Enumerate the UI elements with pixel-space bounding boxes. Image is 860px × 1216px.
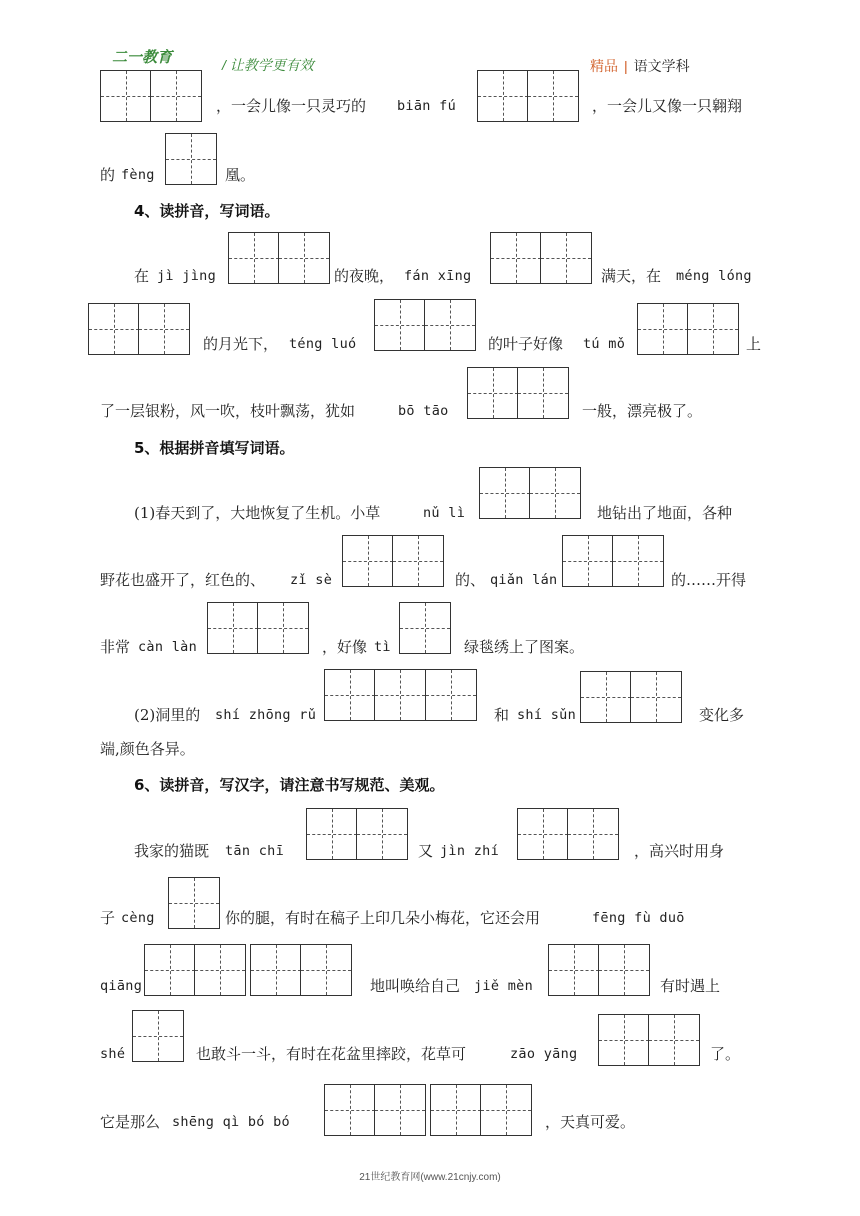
writing-grid[interactable] — [548, 944, 650, 996]
pinyin: biān fú — [397, 98, 456, 114]
grid-cell[interactable] — [425, 669, 477, 721]
grid-cell[interactable] — [399, 602, 451, 654]
question-heading: 4、读拼音，写词语。 — [134, 202, 280, 220]
text: ，一会儿又像一只翱翔 — [592, 97, 743, 115]
text: ，好像 — [322, 638, 368, 656]
writing-grid[interactable] — [165, 133, 217, 185]
pinyin: méng lóng — [676, 268, 752, 284]
writing-grid[interactable] — [324, 669, 477, 721]
grid-cell[interactable] — [540, 232, 592, 284]
grid-cell[interactable] — [207, 602, 259, 654]
grid-cell[interactable] — [257, 602, 309, 654]
grid-cell[interactable] — [374, 669, 426, 721]
writing-grid[interactable] — [88, 303, 190, 355]
writing-grid[interactable] — [517, 808, 619, 860]
grid-cell[interactable] — [529, 467, 581, 519]
pinyin: bō tāo — [398, 403, 449, 419]
grid-cell[interactable] — [250, 944, 302, 996]
text: 你的腿，有时在稿子上印几朵小梅花，它还会用 — [225, 909, 541, 927]
grid-cell[interactable] — [424, 299, 476, 351]
pinyin: fán xīng — [404, 268, 472, 284]
grid-cell[interactable] — [228, 232, 280, 284]
grid-cell[interactable] — [324, 1084, 376, 1136]
pinyin: tì — [374, 639, 391, 655]
pinyin: cèng — [121, 910, 155, 926]
grid-cell[interactable] — [517, 808, 569, 860]
grid-cell[interactable] — [306, 808, 358, 860]
grid-cell[interactable] — [278, 232, 330, 284]
text: 在 — [134, 267, 150, 285]
text: 也敢斗一斗，有时在花盆里摔跤，花草可 — [196, 1045, 467, 1063]
text: 端,颜色各异。 — [100, 740, 195, 758]
grid-cell[interactable] — [324, 669, 376, 721]
text: 和 — [494, 706, 510, 724]
writing-grid[interactable] — [342, 535, 444, 587]
writing-grid[interactable] — [228, 232, 330, 284]
pinyin: jì jìng — [157, 268, 216, 284]
writing-grid[interactable] — [598, 1014, 700, 1066]
grid-cell[interactable] — [477, 70, 529, 122]
header-divider: | — [624, 58, 628, 74]
grid-cell[interactable] — [648, 1014, 700, 1066]
grid-cell[interactable] — [687, 303, 739, 355]
grid-cell[interactable] — [194, 944, 246, 996]
writing-grid[interactable] — [132, 1010, 184, 1062]
text: 了一层银粉，风一吹，枝叶飘荡，犹如 — [100, 402, 356, 420]
writing-grid[interactable] — [374, 299, 476, 351]
premium-label: 精品 — [590, 58, 618, 74]
grid-cell[interactable] — [144, 944, 196, 996]
writing-grid[interactable] — [580, 671, 682, 723]
pinyin: zāo yāng — [510, 1046, 578, 1062]
grid-cell[interactable] — [430, 1084, 482, 1136]
writing-grid[interactable] — [479, 467, 581, 519]
grid-cell[interactable] — [168, 877, 220, 929]
grid-cell[interactable] — [300, 944, 352, 996]
grid-cell[interactable] — [150, 70, 202, 122]
text: 非常 — [100, 638, 131, 656]
text: 变化多 — [699, 706, 745, 724]
text: 野花也盛开了，红色的、 — [100, 571, 266, 589]
grid-cell[interactable] — [637, 303, 689, 355]
question-heading: 5、根据拼音填写词语。 — [134, 439, 295, 457]
text: 的月光下， — [203, 335, 279, 353]
slogan: / 让教学更有效 — [222, 57, 314, 73]
pinyin: fēng fù duō — [592, 910, 685, 926]
text: 子 — [100, 909, 116, 927]
text: (2)洞里的 — [134, 706, 201, 724]
text: 它是那么 — [100, 1113, 161, 1131]
footer: 21世纪教育网(www.21cnjy.com) — [359, 1172, 501, 1183]
text: 的叶子好像 — [488, 335, 564, 353]
grid-cell[interactable] — [598, 944, 650, 996]
grid-cell[interactable] — [479, 467, 531, 519]
pinyin: fèng — [121, 167, 155, 183]
writing-grid[interactable] — [430, 1084, 532, 1136]
pinyin: shí zhōng rǔ — [215, 707, 317, 723]
text: 又 — [418, 842, 434, 860]
writing-grid[interactable] — [100, 70, 202, 122]
writing-grid[interactable] — [490, 232, 592, 284]
pinyin: jiě mèn — [474, 978, 533, 994]
grid-cell[interactable] — [374, 299, 426, 351]
writing-grid[interactable] — [637, 303, 739, 355]
text: 凰。 — [225, 166, 256, 184]
grid-cell[interactable] — [548, 944, 600, 996]
text: 绿毯绣上了图案。 — [464, 638, 585, 656]
grid-cell[interactable] — [138, 303, 190, 355]
header-subject — [590, 56, 690, 76]
pinyin: nǔ lì — [423, 505, 466, 521]
text: 上 — [746, 335, 762, 353]
text: 满天，在 — [601, 267, 662, 285]
pinyin: jìn zhí — [440, 843, 499, 859]
text: 的……开得 — [671, 571, 747, 589]
pinyin: càn làn — [138, 639, 197, 655]
writing-grid[interactable] — [207, 602, 309, 654]
pinyin: shé — [100, 1046, 126, 1062]
grid-cell[interactable] — [467, 367, 519, 419]
writing-grid[interactable] — [144, 944, 246, 996]
text: 有时遇上 — [660, 977, 721, 995]
grid-cell[interactable] — [480, 1084, 532, 1136]
grid-cell[interactable] — [490, 232, 542, 284]
pinyin: tú mǒ — [583, 336, 626, 352]
writing-grid[interactable] — [324, 1084, 426, 1136]
grid-cell[interactable] — [567, 808, 619, 860]
grid-cell[interactable] — [580, 671, 632, 723]
grid-cell[interactable] — [562, 535, 614, 587]
writing-grid[interactable] — [399, 602, 451, 654]
writing-grid[interactable] — [168, 877, 220, 929]
grid-cell[interactable] — [598, 1014, 650, 1066]
grid-cell[interactable] — [100, 70, 152, 122]
writing-grid[interactable] — [562, 535, 664, 587]
writing-grid[interactable] — [250, 944, 352, 996]
text: 地钻出了地面，各种 — [597, 504, 733, 522]
text: 我家的猫既 — [134, 842, 210, 860]
text: (1)春天到了，大地恢复了生机。小草 — [134, 504, 381, 522]
text: ，天真可爱。 — [545, 1113, 636, 1131]
writing-grid[interactable] — [477, 70, 579, 122]
grid-cell[interactable] — [356, 808, 408, 860]
pinyin: téng luó — [289, 336, 357, 352]
grid-cell[interactable] — [342, 535, 394, 587]
pinyin: shí sǔn — [517, 707, 576, 723]
grid-cell[interactable] — [527, 70, 579, 122]
grid-cell[interactable] — [132, 1010, 184, 1062]
text: 一般，漂亮极了。 — [582, 402, 703, 420]
grid-cell[interactable] — [374, 1084, 426, 1136]
text: 的夜晚， — [334, 267, 395, 285]
pinyin: zǐ sè — [290, 572, 333, 588]
grid-cell[interactable] — [392, 535, 444, 587]
pinyin: qiǎn lán — [490, 572, 558, 588]
grid-cell[interactable] — [630, 671, 682, 723]
pinyin: tān chī — [225, 843, 284, 859]
text: 了。 — [710, 1045, 741, 1063]
grid-cell[interactable] — [165, 133, 217, 185]
writing-grid[interactable] — [306, 808, 408, 860]
grid-cell[interactable] — [612, 535, 664, 587]
text: ，一会儿像一只灵巧的 — [216, 97, 367, 115]
text: 地叫唤给自己 — [370, 977, 461, 995]
logo: 二一教育 — [112, 49, 173, 66]
text: 的 — [100, 166, 116, 184]
text: ，高兴时用身 — [634, 842, 725, 860]
subject-label: 语文学科 — [633, 58, 690, 74]
grid-cell[interactable] — [517, 367, 569, 419]
question-heading: 6、读拼音，写汉字，请注意书写规范、美观。 — [134, 776, 445, 794]
pinyin: shēng qì bó bó — [172, 1114, 290, 1130]
grid-cell[interactable] — [88, 303, 140, 355]
text: 的、 — [455, 571, 486, 589]
writing-grid[interactable] — [467, 367, 569, 419]
pinyin: qiāng — [100, 978, 143, 994]
